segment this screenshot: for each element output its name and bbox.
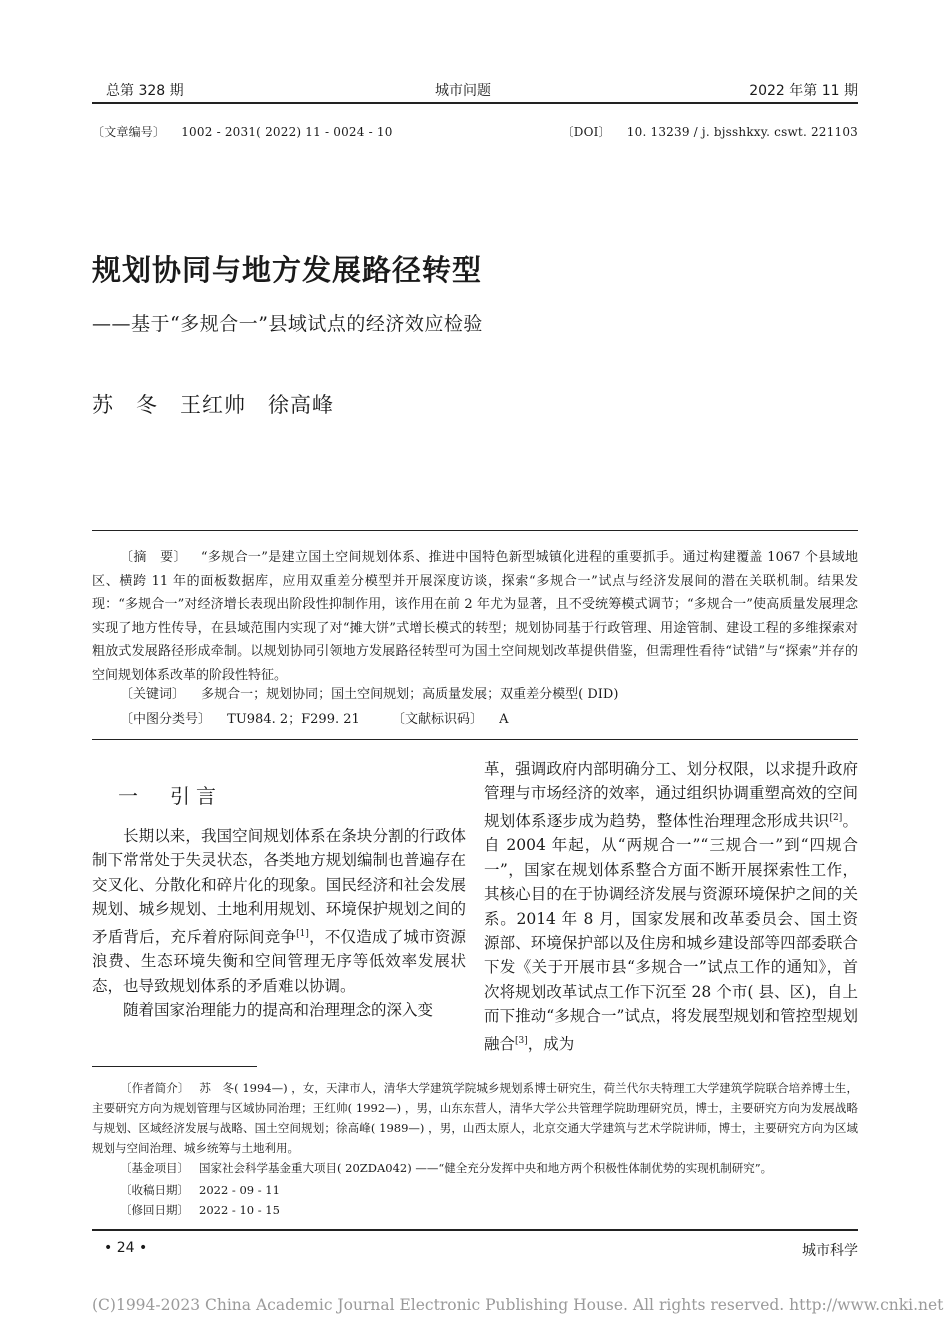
doi-value: 10. 13239 / j. bjsshkxy. cswt. 221103 xyxy=(626,125,858,139)
author-bio-text: 苏 冬( 1994—) ，女，天津市人，清华大学建筑学院城乡规划系博士研究生，荷兰代尔夫特理工大学建筑学院联合培养博士生，主要研究方向为规划管理与区域协同治理；王红帅( 1992—) ，男，山东东营人，清华大学公共管理学院助理研究员，博士，主要研究方向为发展战略与规划、区域经济发展与战略、国土空间规划；徐高峰( 1989—) ，男，山西太原人，北京交通大学建筑与艺术学院讲师，博士，主要研究方向为区域规划与空间治理、城乡统筹与土地利用。 xyxy=(92,1081,859,1155)
classification xyxy=(120,708,360,727)
revised-date xyxy=(92,1200,858,1220)
section-heading-intro: 一 引言 xyxy=(118,784,222,808)
received-value: 2022 - 09 - 11 xyxy=(199,1183,280,1197)
revised-label: 〔修回日期〕 xyxy=(120,1203,189,1217)
citation-1: [1] xyxy=(296,928,309,939)
journal-name: 城市问题 xyxy=(435,83,491,99)
abstract-bottom-rule xyxy=(92,739,858,740)
intro-paragraph-2: 随着国家治理能力的提高和治理理念的深入变 xyxy=(123,1001,434,1019)
issue-total: 总第 328 期 xyxy=(106,83,184,99)
copyright-notice: (C)1994-2023 China Academic Journal Electronic Publishing House. All rights reserved. http://www.cnki.net xyxy=(92,1296,944,1314)
document-code xyxy=(392,708,509,727)
article-subtitle: ——基于“多规合一”县域试点的经济效应检验 xyxy=(92,313,483,335)
abstract-top-rule xyxy=(92,530,858,531)
author-bio-label: 〔作者简介〕 xyxy=(120,1081,190,1095)
received-date xyxy=(92,1180,858,1200)
revised-value: 2022 - 10 - 15 xyxy=(199,1203,280,1217)
fund-text: 国家社会科学基金重大项目( 20ZDA042) ——“健全充分发挥中央和地方两个积极性体制优势的实现机制研究”。 xyxy=(199,1161,773,1175)
page-number: • 24 • xyxy=(104,1240,148,1256)
right-paragraph xyxy=(484,757,858,1056)
received-label: 〔收稿日期〕 xyxy=(120,1183,189,1197)
right-text-1: 革，强调政府内部明确分工、划分权限，以求提升政府管理与市场经济的效率，通过组织协调重塑高效的空间规划体系逐步成为趋势，整体性治理理念形成共识 xyxy=(484,760,858,830)
header-rule xyxy=(92,102,858,104)
citation-2: [2] xyxy=(829,812,843,823)
authors: 苏 冬 王红帅 徐高峰 xyxy=(92,393,334,417)
fund-label: 〔基金项目〕 xyxy=(120,1161,189,1175)
keywords-text: 多规合一；规划协同；国土空间规划；高质量发展；双重差分模型( DID) xyxy=(201,687,619,702)
right-column xyxy=(484,757,858,1056)
left-column xyxy=(92,824,466,1022)
article-number-label: 〔文章编号〕 xyxy=(92,125,166,139)
document-code-label: 〔文献标识码〕 xyxy=(392,712,484,727)
citation-3: [3] xyxy=(515,1035,528,1046)
doi-label: 〔DOI〕 xyxy=(561,125,611,139)
footer-journal: 城市科学 xyxy=(802,1243,858,1259)
right-text-3: ，成为 xyxy=(527,1034,575,1053)
intro-p1-text: 长期以来，我国空间规划体系在条块分割的行政体制下常常处于失灵状态，各类地方规划编制也普遍存在交叉化、分散化和碎片化的现象。国民经济和社会发展规划、城乡规划、土地利用规划、环境保护规划之间的矛盾背后，充斥着府际间竞争 xyxy=(92,827,466,946)
footer-rule xyxy=(92,1229,858,1231)
document-code-value: A xyxy=(499,712,509,727)
keywords xyxy=(120,683,618,702)
article-title: 规划协同与地方发展路径转型 xyxy=(92,253,483,287)
right-text-2: 。自 2004 年起，从“两规合一”“三规合一”到“四规合一”，国家在规划体系整合方面不断开展探索性工作，其核心目的在于协调经济发展与资源环境保护之间的关系。2014 年 8 月，国家发展和改革委员会、国土资源部、环境保护部以及住房和城乡建设部等四部委联合下发《关于开展市县“多规合一”试点工作的通知》，首次将规划改革试点工作下沉至 28 个市( 县、区)，自上而下推动“多规合一”试点，将发展型规划和管控型规划融合 xyxy=(484,811,858,1053)
abstract-text: “多规合一”是建立国土空间规划体系、推进中国特色新型城镇化进程的重要抓手。通过构建覆盖 1067 个县域地区、横跨 11 年的面板数据库，应用双重差分模型并开展深度访谈，探索“多规合一”试点与经济发展间的潜在关联机制。结果发现：“多规合一”对经济增长表现出阶段性抑制作用，该作用在前 2 年尤为显著，且不受统筹模式调节；“多规合一”使高质量发展理念实现了地方性传导，在县域范围内实现了对“摊大饼”式增长模式的转型；规划协同基于行政管理、用途管制、建设工程的多维探索对粗放式发展路径形成牵制。以规划协同引领地方发展路径转型可为国土空间规划改革提供借鉴，但需理性看待“试错”与“探索”并存的空间规划体系改革的阶段性特征。 xyxy=(92,550,858,683)
article-number xyxy=(92,123,393,140)
classification-label: 〔中图分类号〕 xyxy=(120,712,212,727)
footnote-rule xyxy=(92,1066,257,1067)
intro-p1-rest: ，不仅造成了城市资源浪费、生态环境失衡和空间管理无序等低效率发展状态，也导致规划体系的矛盾难以协调。 xyxy=(92,927,466,995)
author-bio xyxy=(92,1078,858,1158)
abstract xyxy=(92,546,858,688)
article-number-value: 1002 - 2031( 2022) 11 - 0024 - 10 xyxy=(181,125,393,139)
intro-paragraph-1 xyxy=(92,824,466,998)
keywords-label: 〔关键词〕 xyxy=(120,687,186,702)
classification-value: TU984. 2；F299. 21 xyxy=(227,712,360,727)
doi xyxy=(562,123,858,140)
issue-number: 2022 年第 11 期 xyxy=(749,83,858,99)
fund-info xyxy=(92,1158,858,1178)
abstract-label: 〔摘 要〕 xyxy=(120,550,187,565)
